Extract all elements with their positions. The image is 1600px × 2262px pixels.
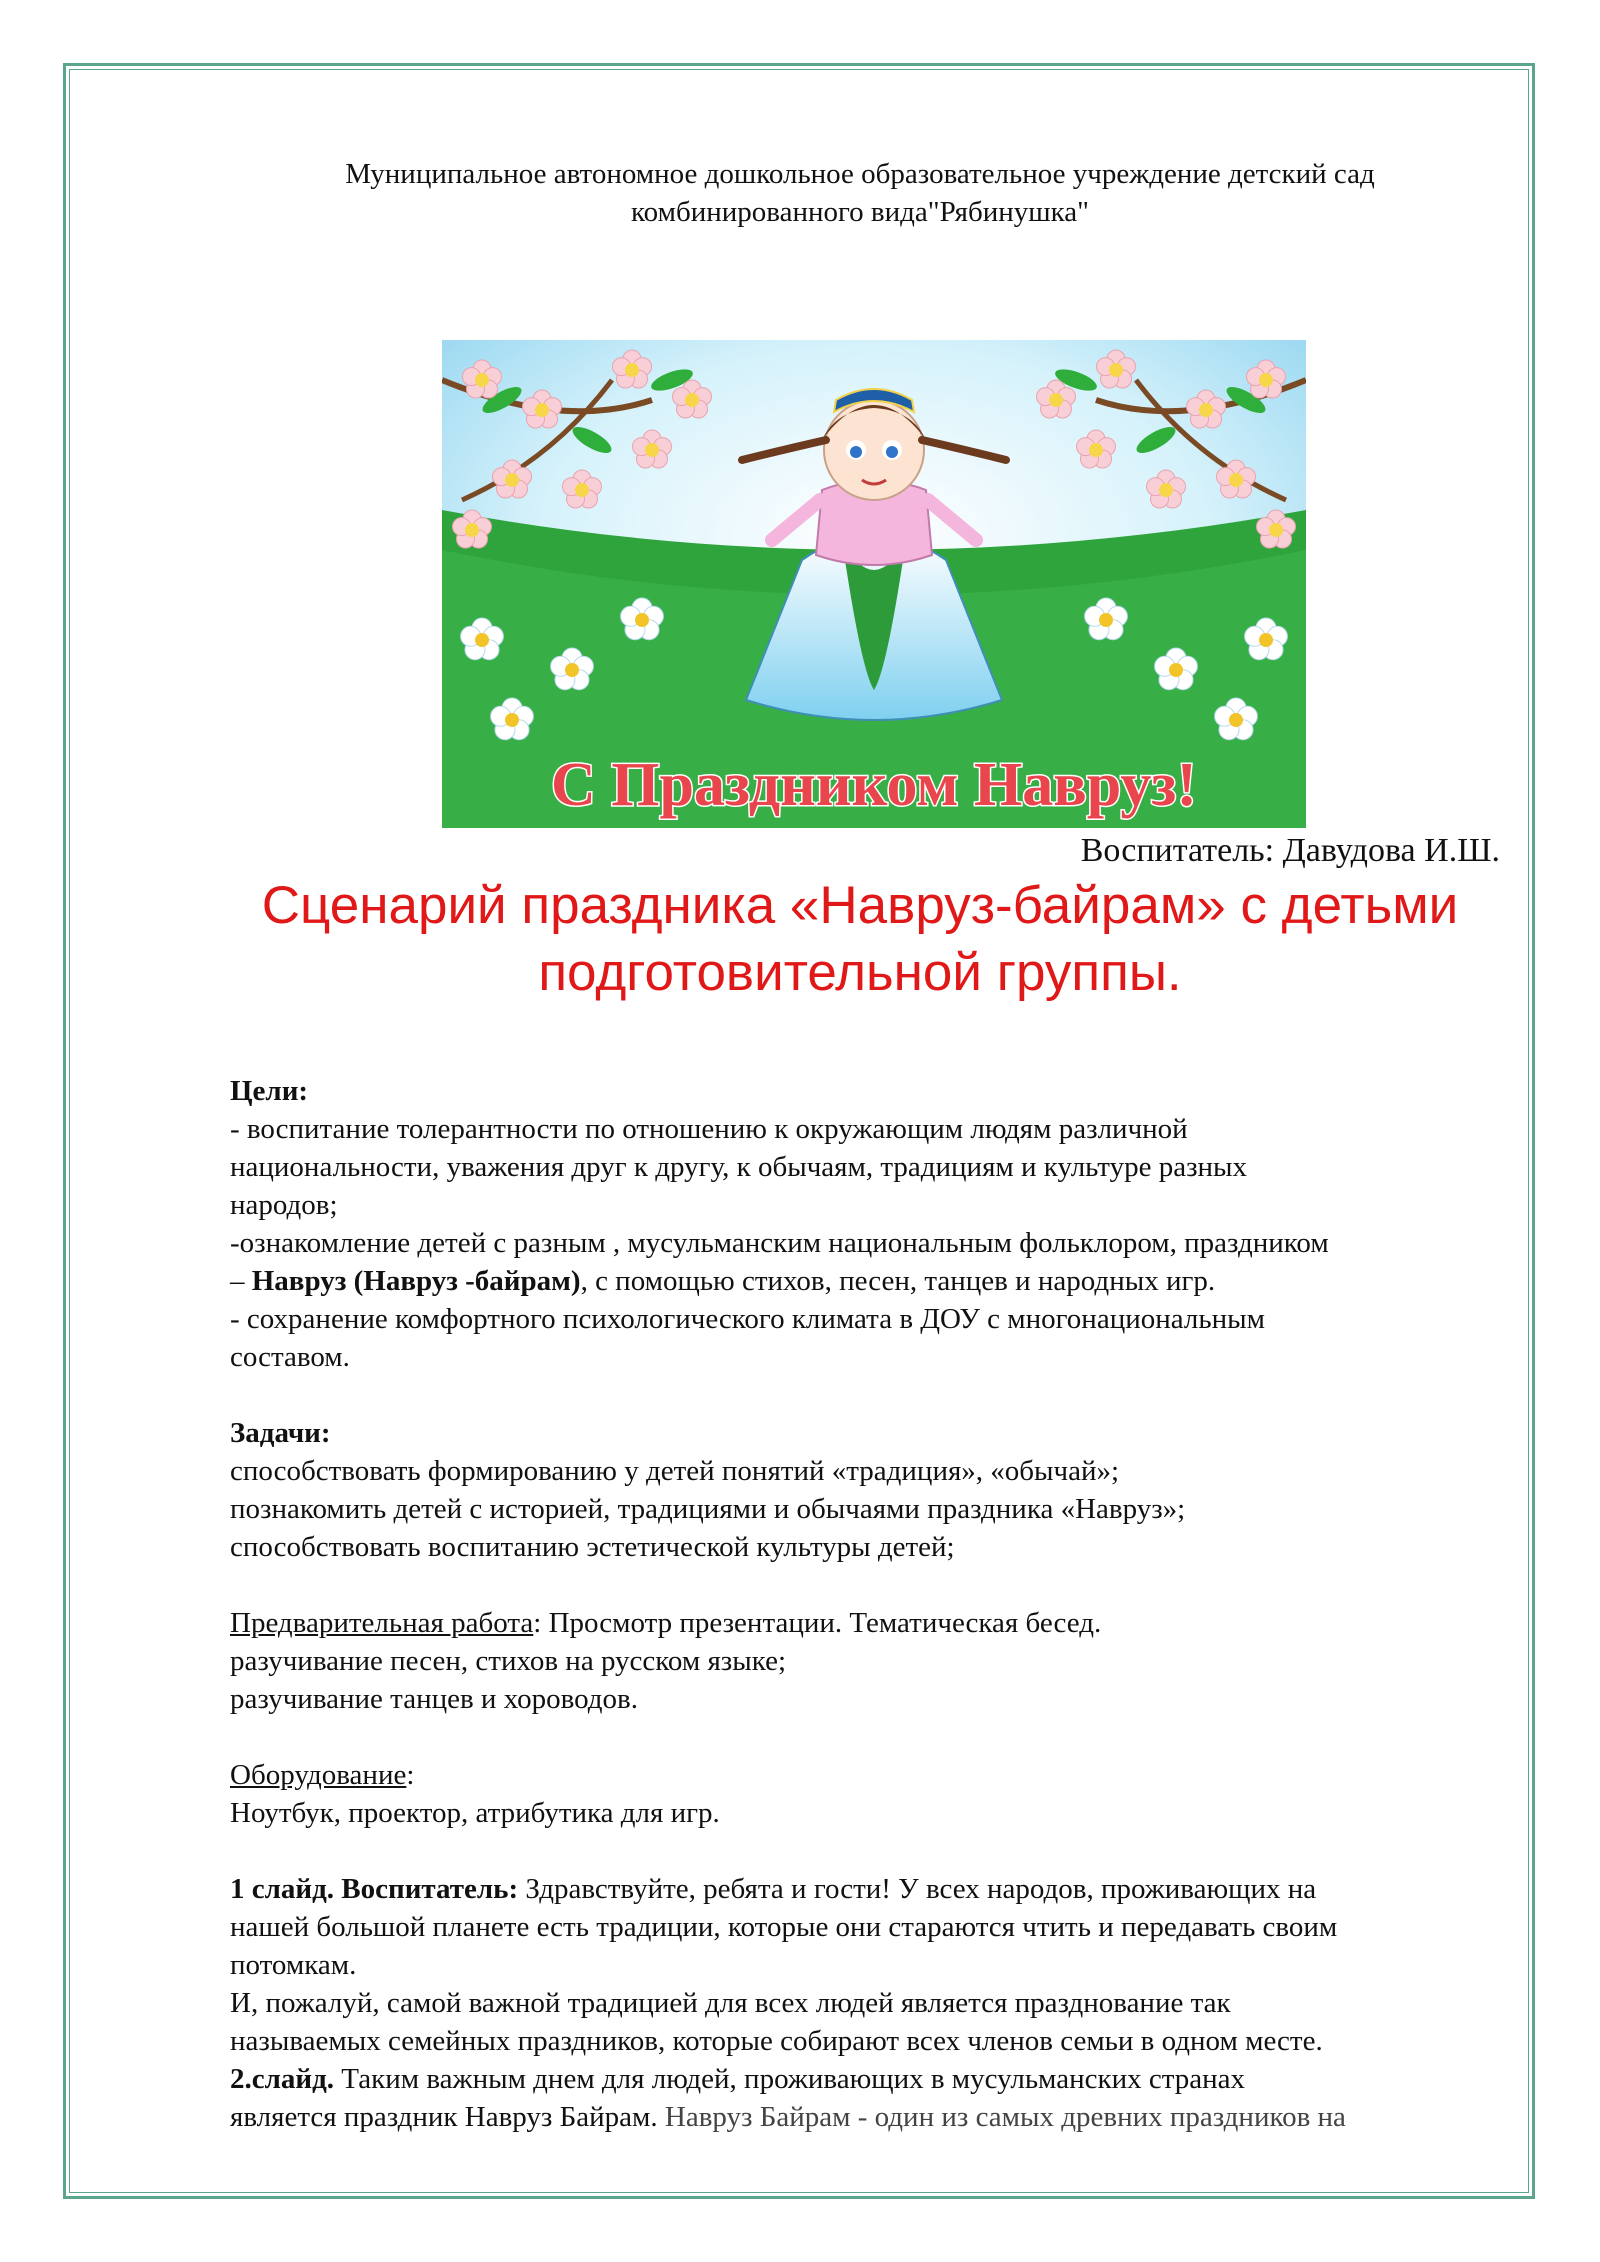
prep-label: Предварительная работа: [230, 1607, 534, 1639]
goals-line: национальности, уважения друг к другу, к обычаям, традициям и культуре разных: [230, 1151, 1248, 1183]
organization-header: [230, 155, 1490, 231]
prep-line: Предварительная работа: Просмотр презентации. Тематическая бесед.: [230, 1607, 1102, 1639]
tasks-line: способствовать воспитанию эстетической культуры детей;: [230, 1531, 955, 1563]
equipment-line: Оборудование:: [230, 1759, 415, 1791]
slide2-label: 2.слайд.: [230, 2063, 335, 2095]
goals-line: народов;: [230, 1189, 338, 1221]
teacher-name: Воспитатель: Давудова И.Ш.: [1080, 832, 1500, 869]
title-line-1: Сценарий праздника «Навруз-байрам» с детьми: [261, 876, 1459, 935]
goals-line: - сохранение комфортного психологического климата в ДОУ с многонациональным: [230, 1303, 1265, 1335]
goals-line: составом.: [230, 1341, 350, 1373]
org-line-1: Муниципальное автономное дошкольное образовательное учреждение детский сад: [345, 158, 1375, 190]
slide1-line: называемых семейных праздников, которые собирают всех членов семьи в одном месте.: [230, 2025, 1323, 2057]
navruz-bold-term: Навруз (Навруз -байрам): [251, 1265, 581, 1297]
slide2-line: является праздник Навруз Байрам. Навруз Байрам - один из самых древних праздников на: [230, 2101, 1346, 2133]
goals-line: - воспитание толерантности по отношению к окружающим людям различной: [230, 1113, 1188, 1145]
slide2-line: 2.слайд. Таким важным днем для людей, проживающих в мусульманских странах: [230, 2063, 1245, 2095]
tasks-line: способствовать формированию у детей понятий «традиция», «обычай»;: [230, 1455, 1120, 1487]
slide1-line: 1 слайд. Воспитатель: Здравствуйте, ребята и гости! У всех народов, проживающих на: [230, 1873, 1317, 1905]
title-line-2: подготовительной группы.: [538, 943, 1182, 1002]
slide1-label: 1 слайд. Воспитатель:: [230, 1873, 519, 1905]
slide1-line: потомкам.: [230, 1949, 357, 1981]
goals-line: -ознакомление детей с разным , мусульманским национальным фольклором, праздником: [230, 1227, 1329, 1259]
prep-line: разучивание песен, стихов на русском языке;: [230, 1645, 787, 1677]
goals-line: – Навруз (Навруз -байрам), с помощью стихов, песен, танцев и народных игр.: [230, 1265, 1216, 1297]
tasks-heading: Задачи:: [230, 1417, 331, 1449]
equipment-line: Ноутбук, проектор, атрибутика для игр.: [230, 1797, 720, 1829]
banner-text: С Праздником Навруз!: [551, 751, 1197, 819]
org-line-2: комбинированного вида"Рябинушка": [631, 196, 1089, 228]
prep-line: разучивание танцев и хороводов.: [230, 1683, 638, 1715]
goals-heading: Цели:: [230, 1075, 309, 1107]
slide1-line: нашей большой планете есть традиции, которые они стараются чтить и передавать своим: [230, 1911, 1338, 1943]
document-body: [230, 1072, 1530, 2136]
slide1-line: И, пожалуй, самой важной традицией для всех людей является празднование так: [230, 1987, 1231, 2019]
navruz-banner-image: [442, 340, 1306, 828]
document-title: [180, 872, 1540, 1006]
equipment-label: Оборудование: [230, 1759, 407, 1791]
tasks-line: познакомить детей с историей, традициями и обычаями праздника «Навруз»;: [230, 1493, 1186, 1525]
